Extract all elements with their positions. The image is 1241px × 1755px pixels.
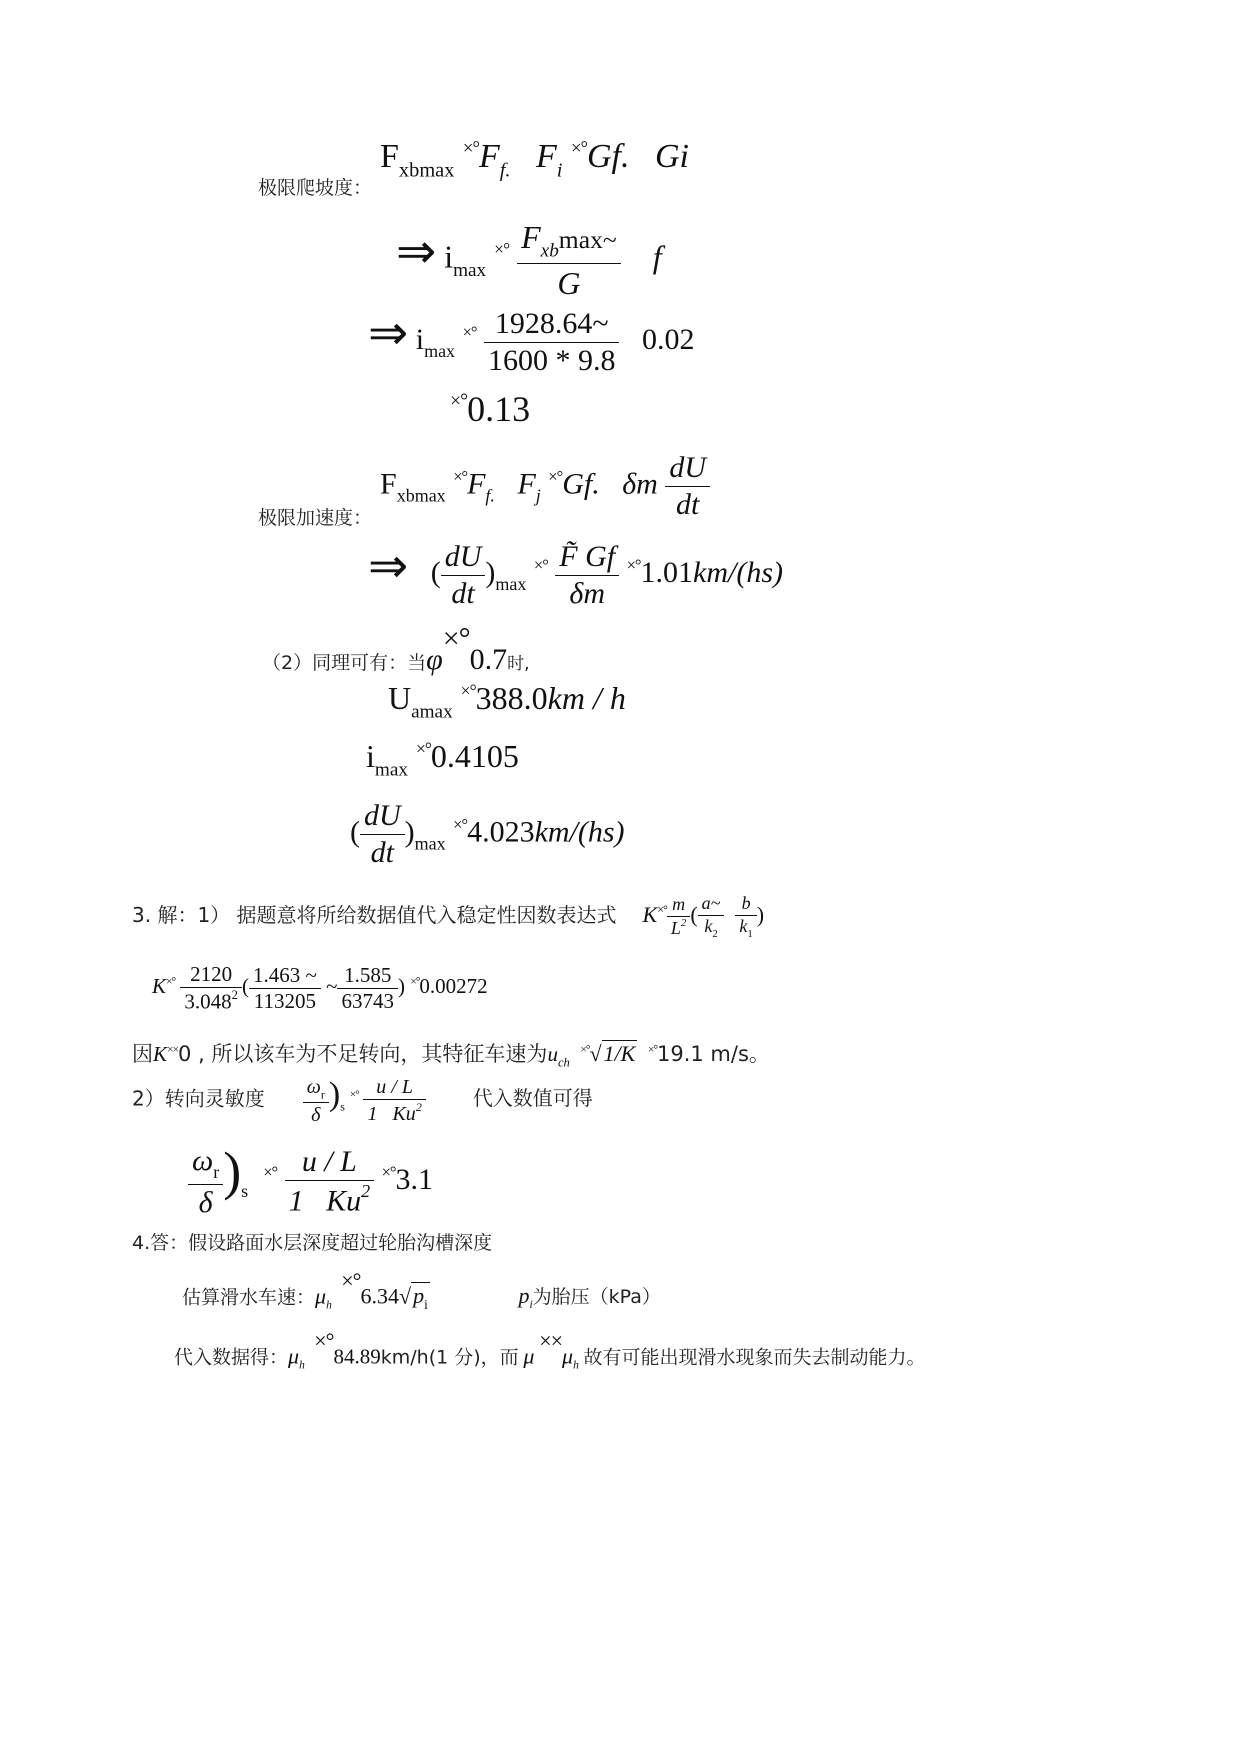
result-1: $U_{amax}$ ×°388.0km / h [388, 680, 626, 723]
climb-label: 极限爬坡度： [258, 177, 373, 199]
result-2: $i_{max}$ ×°0.4105 [366, 738, 519, 781]
accel-label: 极限加速度： [258, 507, 373, 529]
equation-5: $F_{xbmax}$ $^{\times^\circ}F_{f.}$ $F_j$ ×°Gf. δm $\frac{dU}{dt}$ [380, 450, 710, 523]
equation-4: ×°0.13 [450, 389, 531, 429]
sensitivity-result: $\frac{\omega_r}{\delta}$ )$_s$ ×° $\frac{u / L}{1 Ku^2}$ ×°3.1 [188, 1140, 433, 1221]
steering-sensitivity-line: 2）转向灵敏度 $\frac{\omega_r}{\delta}$ )$_s$ ×° $\frac{u / L}{1 Ku^2}$ 代入数值可得 [132, 1076, 593, 1126]
section-4-text: 4.答：假设路面水层深度超过轮胎沟槽深度 [132, 1232, 493, 1254]
equation-6: ⇒ ( $\frac{dU}{dt}$ )$_{max}$ ×° $\frac{F̃ Gf}{\delta m}$ ×°1.01km/(hs) [368, 539, 784, 610]
result-3: ( $\frac{dU}{dt}$ )$_{max}$ ×°4.023km/(hs) [350, 799, 625, 869]
k-calculation: K×° $\frac{2120}{3.048^2}$ ( $\frac{1.463 \sim}{113205}$ ~ $\frac{1.585}{63743}$ ) ×°0.00272 [152, 962, 488, 1014]
equation-2: ⇒ $i_{max}$ ×° $\frac{F_{xb}\max\sim}{G}$ f [396, 219, 662, 301]
equation-1: $F_{xbmax}$ $^{\times^\circ}F_{f.}$ $F_i$ ×°Gf. Gi [380, 138, 689, 182]
understeer-conclusion: 因K××0 , 所以该车为不足转向，其特征车速为$u_{ch}$ ×°√1/K ×°19.1 m/s。 [132, 1041, 770, 1070]
section-2-intro: （2）同理可有：当φ×°0.7时, [262, 622, 530, 676]
hydroplaning-substitution: 代入数据得：$\mu_h \times^\circ 84.89km/h(1$ 分)，而 $\mu \times\times\mu_h$ 故有可能出现滑水现象而失去制动能力。 [174, 1328, 926, 1372]
hydroplaning-estimate: 估算滑水车速：$\mu_h \times^\circ 6.34√p_i$ $p_i$为胎压（kPa） [182, 1268, 661, 1313]
equation-3: ⇒ $i_{max}$ ×° $\frac{1928.64\sim}{1600 * 9.8}$ 0.02 [368, 306, 695, 377]
section-3-line: 3. 解：1） 据题意将所给数据值代入稳定性因数表达式 K×° $\frac{m}{L^2}$ ( $\frac{a\sim}{k_2}$ $\frac{b}{k_1}$ ) [132, 893, 765, 940]
